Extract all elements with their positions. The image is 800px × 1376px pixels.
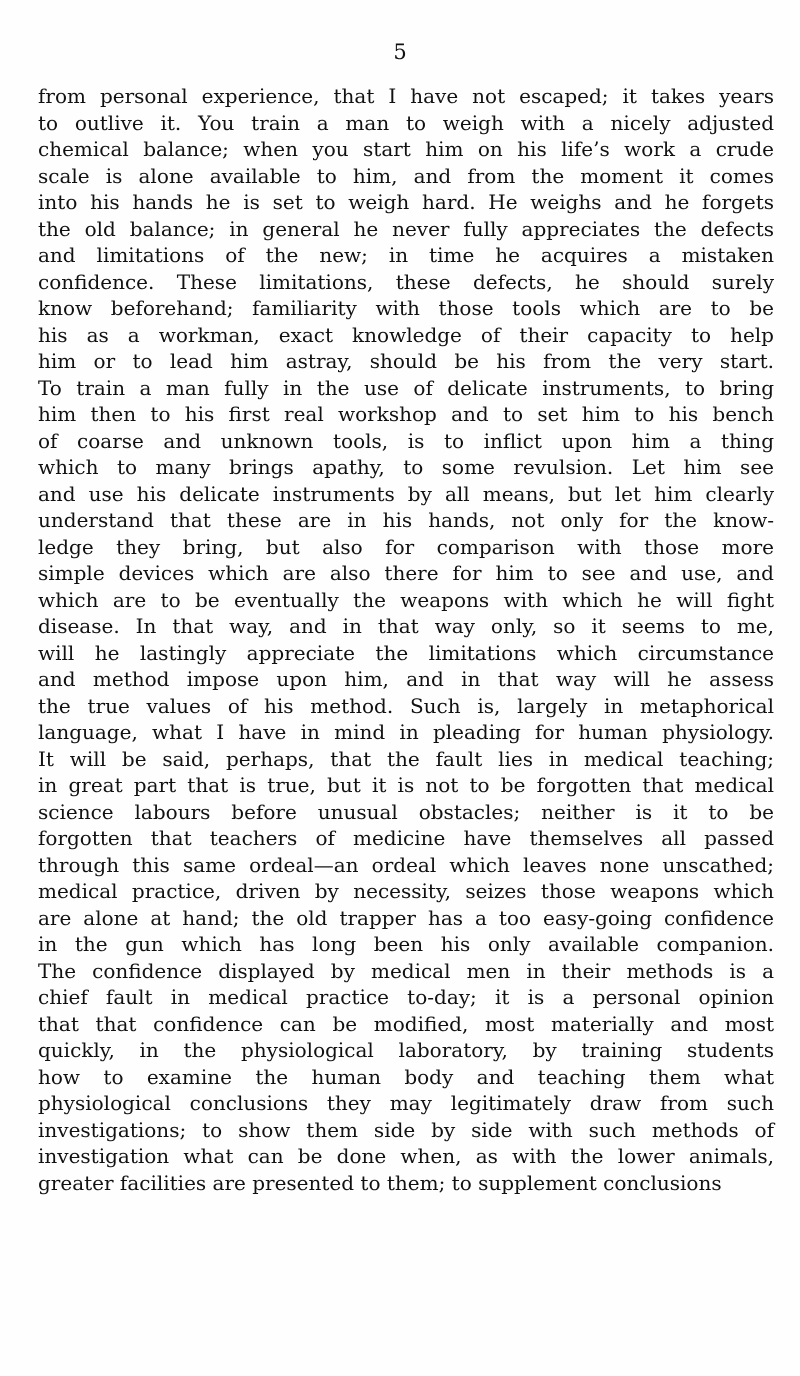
page-number: 5 bbox=[393, 40, 407, 64]
text-line: forgotten that teachers of medicine have themselves all passed bbox=[38, 826, 774, 850]
text-line: science labours before unusual obstacles; neither is it to be bbox=[38, 799, 774, 824]
text-line: medical practice, driven by necessity, seizes those weapons which bbox=[38, 879, 774, 903]
text-line: in great part that is true, but it is not to be forgotten that medical bbox=[38, 773, 774, 797]
text-line: how to examine the human body and teaching them what bbox=[38, 1064, 774, 1089]
text-line: ledge they bring, but also for comparison with those more bbox=[38, 534, 774, 559]
text-line: To train a man fully in the use of delicate instruments, to bring bbox=[38, 375, 774, 400]
text-line: quickly, in the physiological laboratory, by training students bbox=[38, 1038, 774, 1062]
text-line: into his hands he is set to weigh hard. He weighs and he forgets bbox=[38, 190, 774, 214]
text-line: the true values of his method. Such is, largely in metaphorical bbox=[38, 693, 774, 718]
text-line: chemical balance; when you start him on his life’s work a crude bbox=[38, 137, 774, 161]
text-line: his as a workman, exact knowledge of their capacity to help bbox=[38, 322, 774, 347]
text-line: in the gun which has long been his only available companion. bbox=[38, 932, 774, 956]
text-line: the old balance; in general he never fully appreciates the defects bbox=[38, 216, 774, 241]
text-line: chief fault in medical practice to-day; it is a personal opinion bbox=[38, 985, 774, 1009]
text-line: him or to lead him astray, should be his from the very start. bbox=[38, 349, 774, 373]
text-line: and method impose upon him, and in that way will he assess bbox=[38, 667, 774, 691]
text-line: through this same ordeal—an ordeal which leaves none unscathed; bbox=[38, 852, 774, 877]
text-line: understand that these are in his hands, not only for the know- bbox=[38, 508, 774, 532]
text-line: which are to be eventually the weapons with which he will fight bbox=[38, 587, 774, 612]
text-line: and use his delicate instruments by all means, but let him clearly bbox=[38, 481, 774, 506]
text-line: scale is alone available to him, and from the moment it comes bbox=[38, 163, 774, 188]
text-line: which to many brings apathy, to some revulsion. Let him see bbox=[38, 455, 774, 479]
text-line: will he lastingly appreciate the limitations which circumstance bbox=[38, 640, 774, 665]
text-line: from personal experience, that I have not escaped; it takes years bbox=[38, 84, 774, 108]
text-line: are alone at hand; the old trapper has a too easy-going confidence bbox=[38, 905, 774, 930]
text-line: greater facilities are presented to them; to supplement conclusions bbox=[38, 1170, 722, 1195]
text-line: confidence. These limitations, these defects, he should surely bbox=[38, 269, 774, 294]
text-line: language, what I have in mind in pleading for human physiology. bbox=[38, 720, 774, 744]
text-line: investigations; to show them side by side with such methods of bbox=[38, 1117, 774, 1142]
text-line: know beforehand; familiarity with those tools which are to be bbox=[38, 296, 774, 320]
text-line: It will be said, perhaps, that the fault lies in medical teaching; bbox=[38, 746, 774, 771]
text-line: that that confidence can be modified, most materially and most bbox=[38, 1011, 774, 1036]
text-line: disease. In that way, and in that way only, so it seems to me, bbox=[38, 614, 774, 638]
body-text bbox=[38, 83, 774, 1196]
text-line: physiological conclusions they may legitimately draw from such bbox=[38, 1091, 774, 1115]
text-line: and limitations of the new; in time he acquires a mistaken bbox=[38, 243, 774, 267]
text-line: The confidence displayed by medical men in their methods is a bbox=[38, 958, 774, 983]
text-line: him then to his first real workshop and to set him to his bench bbox=[38, 402, 774, 426]
text-line: investigation what can be done when, as with the lower animals, bbox=[38, 1144, 774, 1168]
text-line: of coarse and unknown tools, is to inflict upon him a thing bbox=[38, 428, 774, 453]
text-line: to outlive it. You train a man to weigh with a nicely adjusted bbox=[38, 110, 774, 135]
text-line: simple devices which are also there for him to see and use, and bbox=[38, 561, 774, 585]
